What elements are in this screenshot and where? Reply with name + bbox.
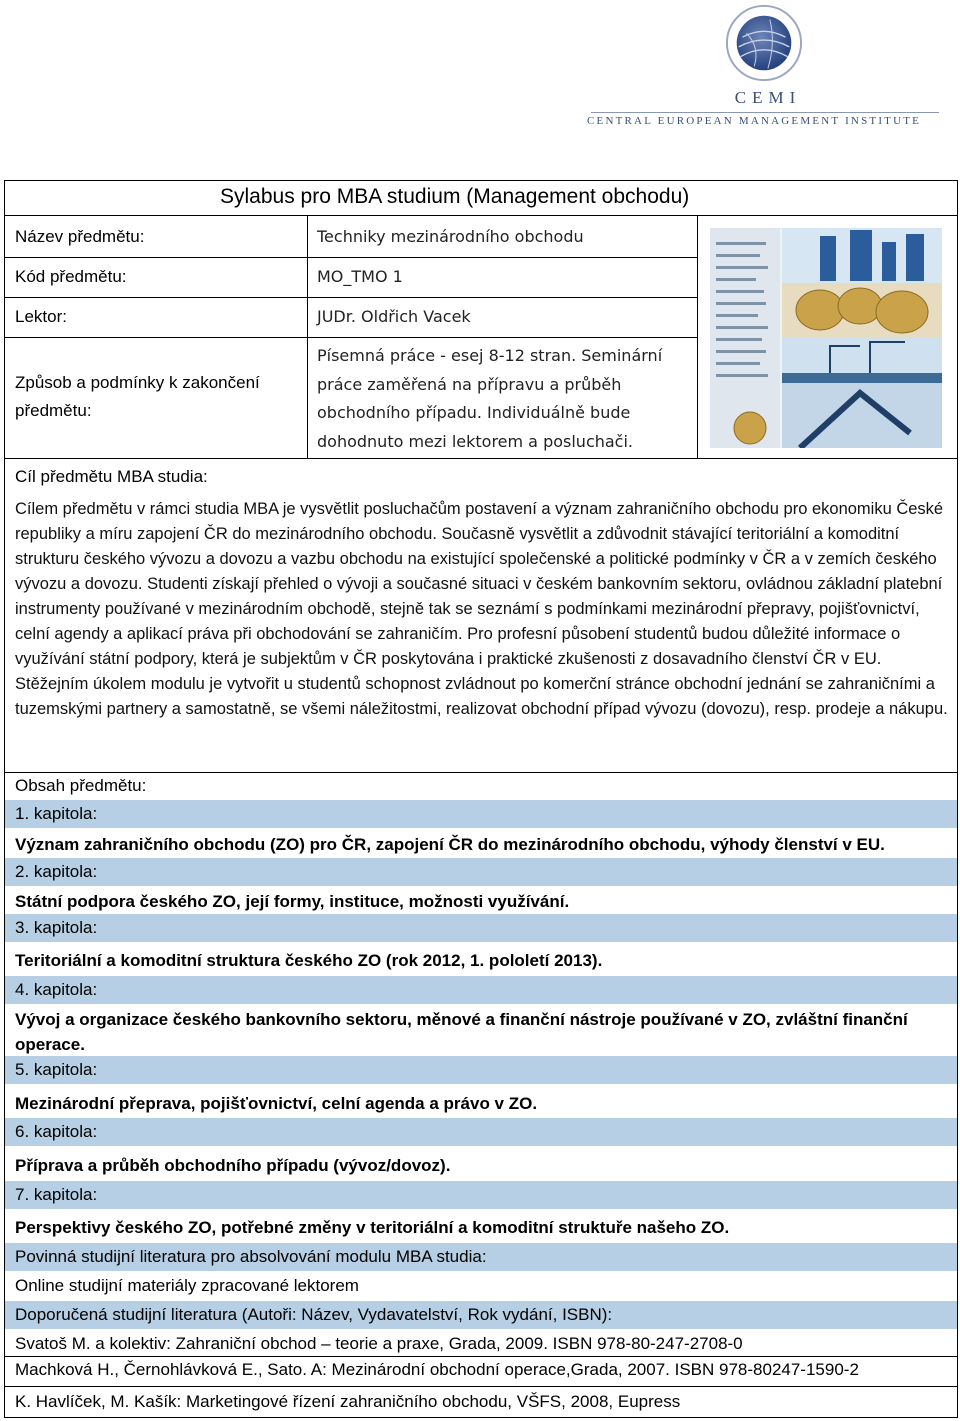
chapter-band (5, 858, 957, 886)
content-header (5, 772, 957, 800)
divider (4, 1386, 958, 1387)
chapter-text: Státní podpora českého ZO, její formy, instituce, možnosti využívání. (15, 892, 570, 911)
exam-label-cont: předmětu: (15, 401, 92, 420)
exam-line: práce zaměřená na přípravu a průběh (317, 374, 622, 394)
recommended-literature-item: Svatoš M. a kolektiv: Zahraniční obchod – teorie a praxe, Grada, 2009. ISBN 978-80-247-2708-0 (15, 1334, 743, 1353)
chapter-label: 6. kapitola: (15, 1122, 98, 1141)
chapter-band (5, 1056, 957, 1084)
lecturer-value: JUDr. Oldřich Vacek (317, 307, 471, 326)
required-literature-text: Online studijní materiály zpracované lektorem (15, 1276, 359, 1295)
chapter-text: Mezinárodní přeprava, pojišťovnictví, celní agenda a právo v ZO. (15, 1094, 538, 1113)
chapter-text: Význam zahraničního obchodu (ZO) pro ČR, zapojení ČR do mezinárodního obchodu, výhody členství v EU. (15, 835, 885, 854)
goal-label: Cíl předmětu MBA studia: (15, 467, 208, 486)
recommended-literature-item: Machková H., Černohlávková E., Sato. A: Mezinárodní obchodní operace,Grada, 2007. ISBN 978-80247-1590-2 (15, 1360, 859, 1379)
divider (4, 215, 958, 216)
chapter-band (5, 914, 957, 942)
lecturer-label: Lektor: (15, 307, 67, 326)
chapter-text: Příprava a průběh obchodního případu (vývoz/dovoz). (15, 1156, 451, 1175)
chapter-label: 5. kapitola: (15, 1060, 98, 1079)
chapter-label: 2. kapitola: (15, 862, 98, 881)
chapter-text: Vývoj a organizace českého bankovního sektoru, měnové a finanční nástroje používané v ZO, zvláštní finanční operace. (15, 1010, 908, 1054)
content-label: Obsah předmětu: (15, 776, 147, 795)
divider (4, 458, 958, 459)
divider (4, 297, 698, 298)
exam-line: Písemná práce - esej 8-12 stran. Seminární (317, 346, 663, 365)
chapter-text: Perspektivy českého ZO, potřebné změny v teritoriální a komoditní struktuře našeho ZO. (15, 1218, 730, 1237)
code-value: MO_TMO 1 (317, 267, 403, 286)
recommended-literature-label: Doporučená studijní literatura (Autoři: Název, Vydavatelství, Rok vydání, ISBN): (15, 1305, 613, 1324)
chapter-band (5, 1118, 957, 1146)
subject-label: Název předmětu: (15, 227, 145, 246)
chapter-band (5, 976, 957, 1004)
logo-subtitle: CENTRAL EUROPEAN MANAGEMENT INSTITUTE (587, 115, 922, 127)
cemi-logo (583, 2, 943, 130)
chapter-band (5, 1181, 957, 1209)
recommended-literature-item: K. Havlíček, M. Kašík: Marketingové řízení zahraničního obchodu, VŠFS, 2008, Eupress (15, 1392, 681, 1411)
subject-value: Techniky mezinárodního obchodu (317, 227, 584, 246)
exam-line: obchodního případu. Individuálně bude (317, 403, 631, 422)
chapter-band (5, 800, 957, 828)
exam-label: Způsob a podmínky k zakončení (15, 373, 260, 392)
trade-collage-image (710, 228, 942, 448)
chapter-label: 1. kapitola: (15, 804, 98, 823)
goal-text: Cílem předmětu v rámci studia MBA je vysvětlit posluchačům postavení a význam zahraničního obchodu pro ekonomiku České republiky a míru zapojení ČR do mezinárodního obchodu. Současně vysvětlit a zdůvodnit stávající teritoriální a komoditní strukturu českého vývozu a dovozu a vazbu obchodu na existující společenské a politické podmínky v ČR a v zemích českého vývozu a dovozu. Studenti získají přehled o vývoji a současné situaci v českém bankovním sektoru, ovládnou základní platební instrumenty používané v mezinárodním obchodě, stejně tak se seznámí s podmínkami mezinárodní přepravy, pojišťovnictví, celní agendy a aplikací práva při obchodování se zahraničím. Pro profesní působení studentů budou důležité informace o využívání státní podpory, která je subjektům v ČR poskytována i praktické zkušenosti z dosavadního členství ČR v EU. Stěžejním úkolem modulu je vytvořit u studentů schopnost zvládnout po komerční stránce obchodní jednání se zahraničními a tuzemskými partnery a samostatně, se všemi náležitostmi, realizovat obchodní případ vývozu (dovozu), resp. prodeje a nákupu. (15, 500, 948, 718)
logo-name: CEMI (734, 88, 802, 107)
globe-icon (725, 4, 803, 82)
divider (4, 337, 698, 338)
chapter-label: 3. kapitola: (15, 918, 98, 937)
exam-line: dohodnuto mezi lektorem a posluchači. (317, 431, 634, 451)
logo-divider (591, 112, 939, 113)
chapter-label: 4. kapitola: (15, 980, 98, 999)
exam-conditions (317, 342, 692, 456)
page-title: Sylabus pro MBA studium (Management obchodu) (220, 185, 690, 208)
code-label: Kód předmětu: (15, 267, 127, 286)
required-literature-label: Povinná studijní literatura pro absolvování modulu MBA studia: (15, 1247, 487, 1266)
chapter-label: 7. kapitola: (15, 1185, 98, 1204)
chapter-text: Teritoriální a komoditní struktura českého ZO (rok 2012, 1. pololetí 2013). (15, 951, 603, 970)
divider (4, 257, 698, 258)
divider (4, 1356, 958, 1357)
